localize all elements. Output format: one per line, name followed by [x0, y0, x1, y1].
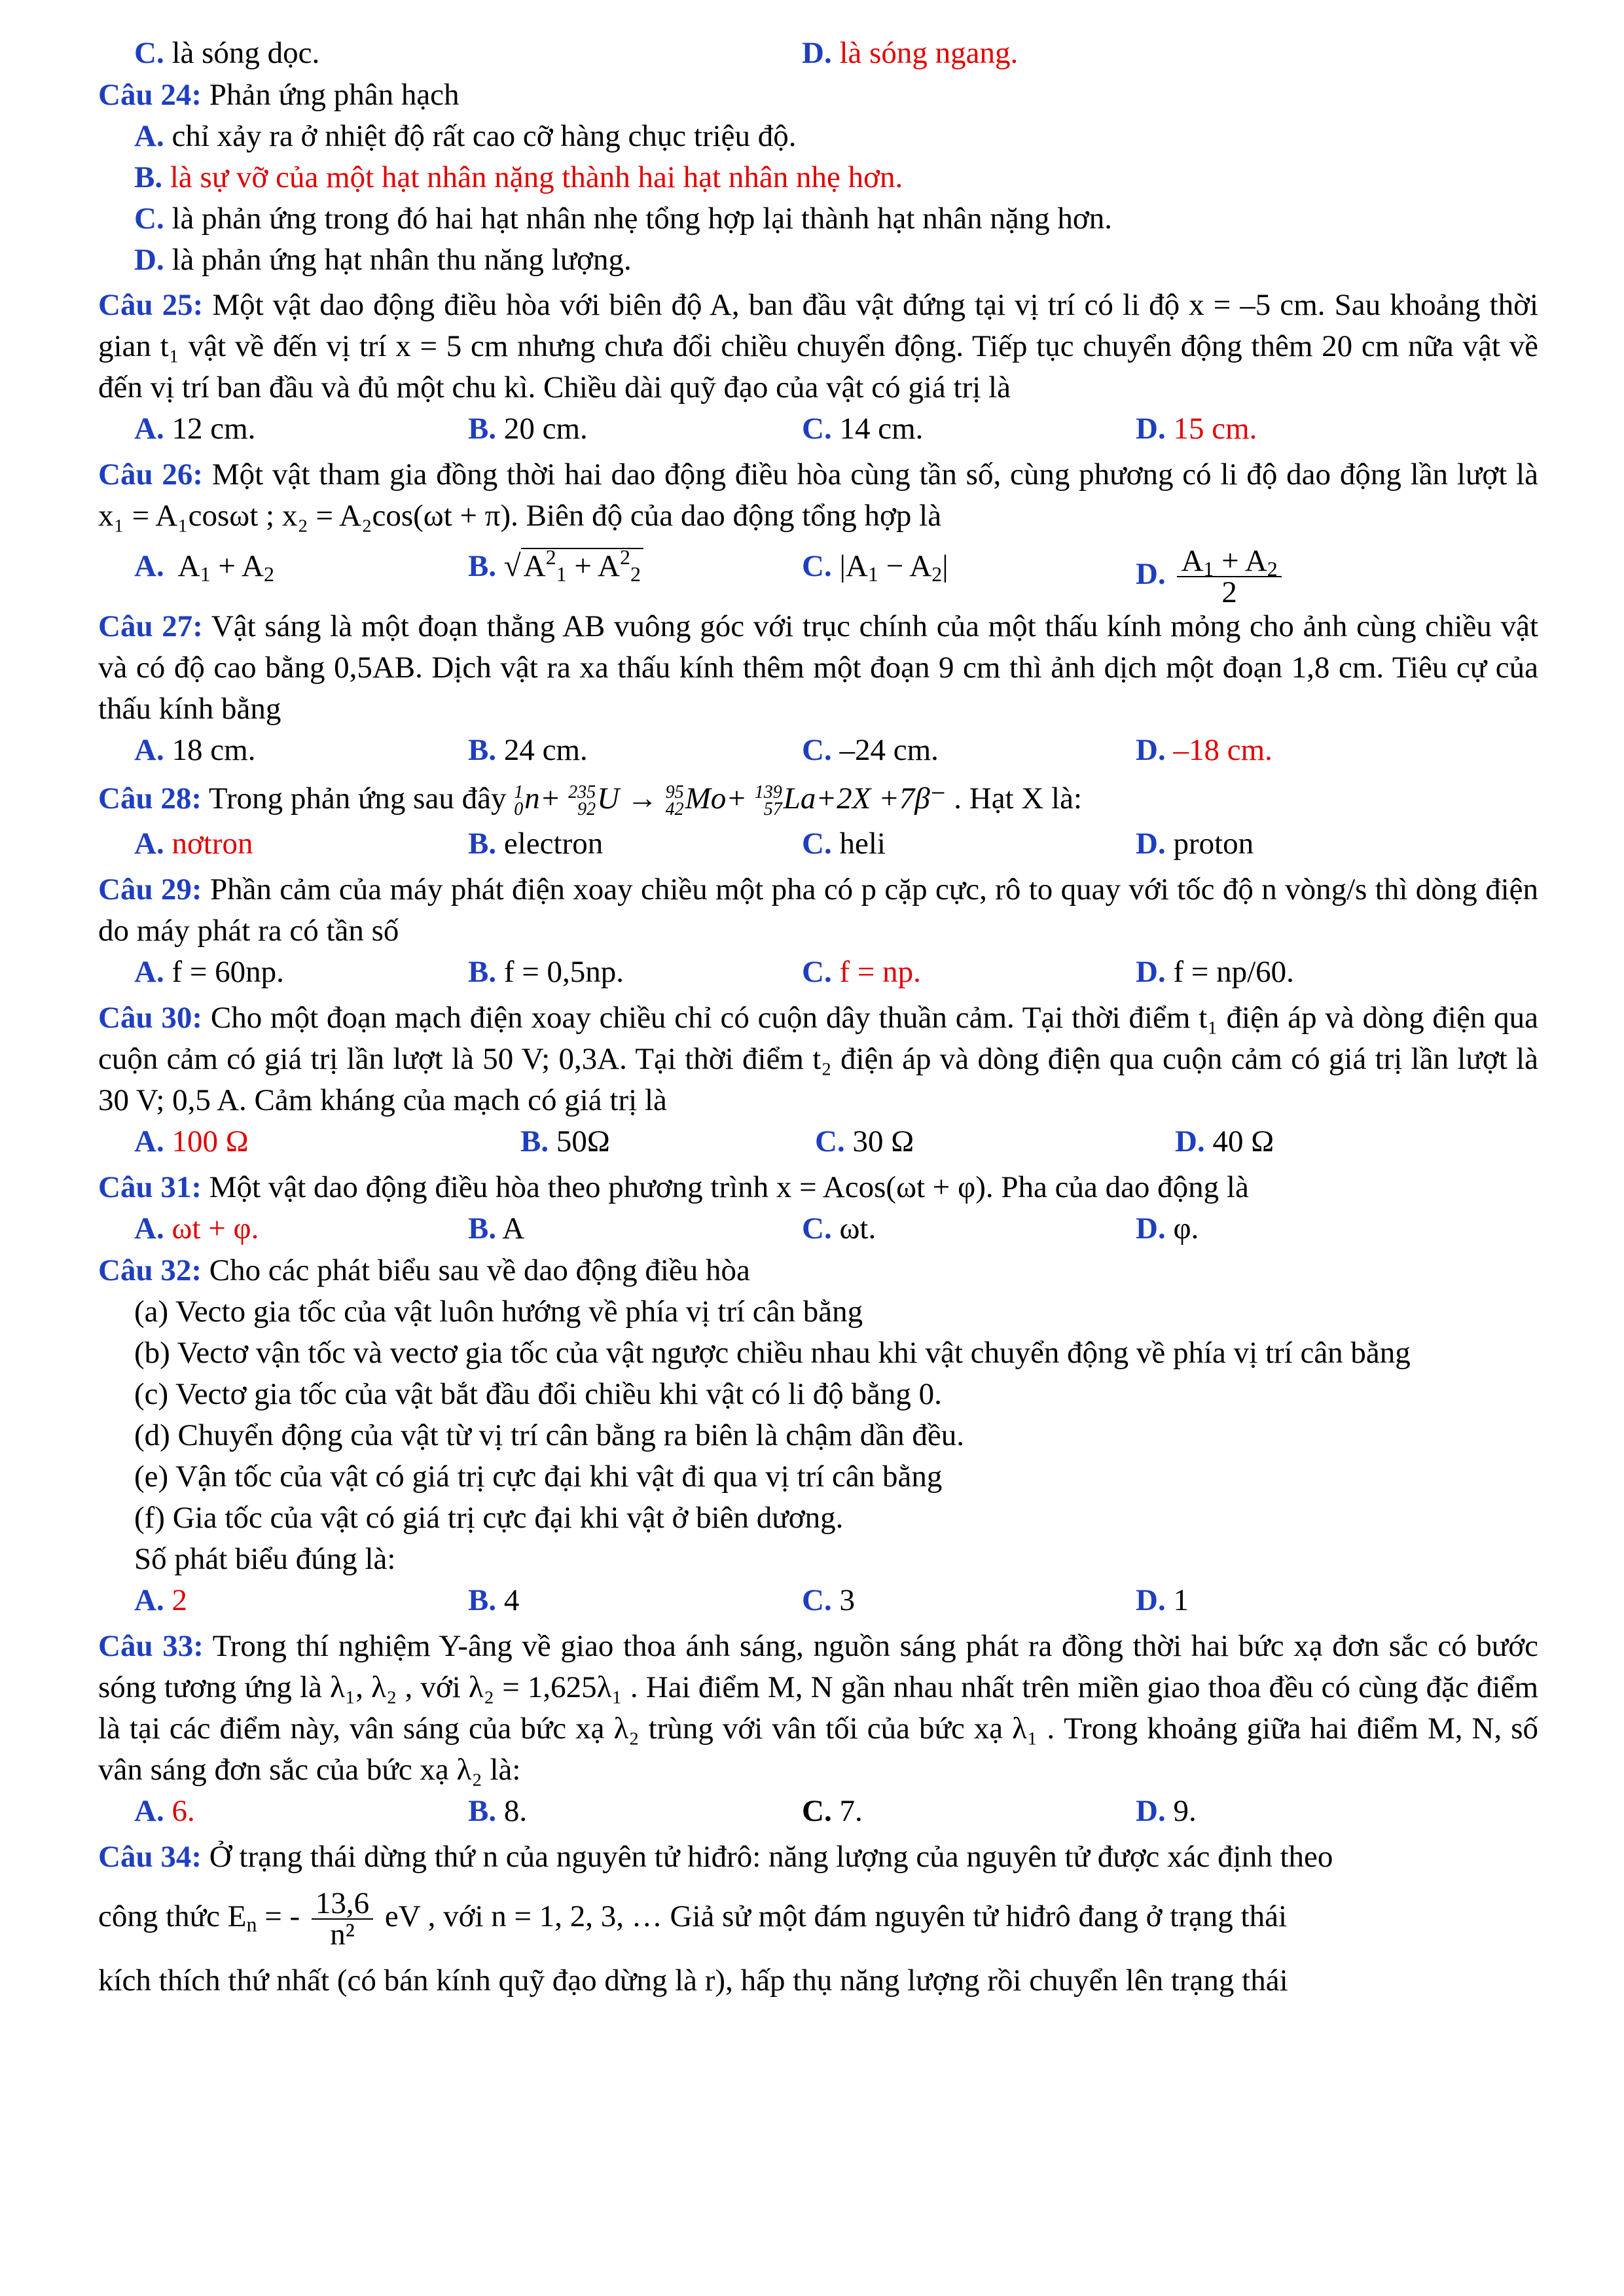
q23-option-d[interactable]: D. là sóng ngang.: [802, 36, 1019, 70]
energy-fraction: $\frac{13,6}{\text{n²}}$: [312, 1888, 373, 1950]
q33-options: [98, 1791, 1538, 1833]
q31-options: [98, 1208, 1538, 1250]
statement-a: (a) Vecto gia tốc của vật luôn hướng về phía vị trí cân bằng: [134, 1295, 863, 1329]
q32-option-c[interactable]: C. 3: [802, 1583, 855, 1617]
q31-option-c[interactable]: C. ωt.: [802, 1211, 876, 1246]
question-33: Câu 33: Trong thí nghiệm Y-âng về giao thoa ánh sáng, nguồn sáng phát ra đồng thời hai bức xạ đơn sắc có bước sóng tương ứng là λ₁, λ₂ , với λ₂ = 1,625λ₁ . Hai điểm M, N gần nhau nhất trên miền giao thoa đều có cùng đặc điểm là tại các điểm này, vân sáng của bức xạ λ₂ trùng với vân tối của bức xạ λ₁ . Trong khoảng giữa hai điểm M, N, số vân sáng đơn sắc của bức xạ λ₂ là:: [98, 1629, 1538, 1787]
q25-option-b[interactable]: B. 20 cm.: [468, 412, 588, 446]
q29-option-b[interactable]: B. f = 0,5np.: [468, 955, 624, 989]
q24-option-c[interactable]: C. là phản ứng trong đó hai hạt nhân nhẹ tổng hợp lại thành hạt nhân nặng hơn.: [134, 202, 1113, 236]
question-28: Câu 28: Trong phản ứng sau đây 1 0 n+ 235 92 U → 95 42 Mo+ 139 57 La+2X +7β⁻ . Hạt X là:: [98, 781, 1083, 820]
statement-c: (c) Vectơ gia tốc của vật bắt đầu đổi chiều khi vật có li độ bằng 0.: [134, 1377, 942, 1411]
q32-options: [98, 1580, 1538, 1622]
statement-b: (b) Vectơ vận tốc và vectơ gia tốc của vật ngược chiều nhau khi vật chuyển động về phía vị trí cân bằng: [134, 1336, 1411, 1370]
q28-option-a[interactable]: A. nơtron: [134, 827, 253, 861]
fraction: $\frac{A_1 + A_2}{2}$: [1177, 546, 1281, 607]
statement-d: (d) Chuyển động của vật từ vị trí cân bằng ra biên là chậm dần đều.: [134, 1418, 964, 1452]
q29-option-c[interactable]: C. f = np.: [802, 955, 921, 989]
q30-option-c[interactable]: C. 30 Ω: [815, 1124, 914, 1158]
q32-option-a[interactable]: A. 2: [134, 1583, 187, 1617]
q25-options: [98, 408, 1538, 450]
q27-option-d[interactable]: D. –18 cm.: [1136, 733, 1272, 767]
q28-option-c[interactable]: C. heli: [802, 827, 886, 861]
question-30: Câu 30: Cho một đoạn mạch điện xoay chiều chỉ có cuộn dây thuần cảm. Tại thời điểm t₁ điện áp và dòng điện qua cuộn cảm có giá trị lần lượt là 50 V; 0,3A. Tại thời điểm t₂ điện áp và dòng điện qua cuộn cảm có giá trị lần lượt là 30 V; 0,5 A. Cảm kháng của mạch có giá trị là: [98, 1001, 1538, 1117]
q29-option-a[interactable]: A. f = 60np.: [134, 955, 284, 989]
reaction-equation: 1 0 n+ 235 92 U → 95 42 Mo+ 139 57 La+2X +7β⁻: [514, 781, 947, 820]
q27-options: [98, 730, 1538, 772]
q33-option-b[interactable]: B. 8.: [468, 1794, 528, 1828]
q31-option-a[interactable]: A. ωt + φ.: [134, 1211, 259, 1246]
question-26: Câu 26: Một vật tham gia đồng thời hai dao động điều hòa cùng tần số, cùng phương có li độ dao động lần lượt là x₁ = A₁cosωt ; x₂ = A₂cos(ωt + π). Biên độ của dao động tổng hợp là: [98, 457, 1539, 533]
q27-option-a[interactable]: A. 18 cm.: [134, 733, 256, 767]
sqrt-icon: √: [503, 549, 521, 583]
question-25: Câu 25: Một vật dao động điều hòa với biên độ A, ban đầu vật đứng tại vị trí có li độ x = –5 cm. Sau khoảng thời gian t₁ vật về đến vị trí x = 5 cm nhưng chưa đổi chiều chuyển động. Tiếp tục chuyển động thêm 20 cm nữa vật về đến vị trí ban đầu và đủ một chu kì. Chiều dài quỹ đạo của vật có giá trị là: [98, 288, 1539, 404]
question-31: Câu 31: Một vật dao động điều hòa theo phương trình x = Acos(ωt + φ). Pha của dao động là: [98, 1170, 1249, 1204]
question-24: Câu 24: Phản ứng phân hạch A. chỉ xảy ra ở nhiệt độ rất cao cỡ hàng chục triệu độ. B. là sự vỡ của một hạt nhân nặng thành hai hạt nhân nhẹ hơn. C. là phản ứng trong đó hai hạt nhân nhẹ tổng hợp lại thành hạt nhân nặng hơn. D. là phản ứng hạt nhân thu năng lượng.: [98, 75, 1538, 281]
q32-prompt: Số phát biểu đúng là:: [134, 1542, 396, 1576]
q25-option-c[interactable]: C. 14 cm.: [802, 412, 924, 446]
q28-options: [98, 823, 1538, 865]
q26-option-a[interactable]: A. $A_1 + A_2$: [134, 549, 274, 586]
question-29: Câu 29: Phần cảm của máy phát điện xoay chiều một pha có p cặp cực, rô to quay với tốc độ n vòng/s thì dòng điện do máy phát ra có tần số: [98, 872, 1539, 948]
q29-options: [98, 952, 1538, 994]
q32-option-d[interactable]: D. 1: [1136, 1583, 1189, 1617]
q26-option-d[interactable]: D. $\frac{A_1 + A_2}{2}$: [1136, 546, 1286, 607]
q32-option-b[interactable]: B. 4: [468, 1583, 520, 1617]
q33-option-c[interactable]: C. 7.: [802, 1794, 863, 1828]
statement-f: (f) Gia tốc của vật có giá trị cực đại khi vật ở biên dương.: [134, 1501, 844, 1535]
question-27: Câu 27: Vật sáng là một đoạn thẳng AB vuông góc với trục chính của một thấu kính mỏng cho ảnh cùng chiều vật và có độ cao bằng 0,5AB. Dịch vật ra xa thấu kính thêm một đoạn 9 cm thì ảnh dịch một đoạn 1,8 cm. Tiêu cự của thấu kính bằng: [98, 609, 1539, 726]
q33-option-d[interactable]: D. 9.: [1136, 1794, 1197, 1828]
q26-option-b[interactable]: B. $√A^2_1 + A^2_2$: [468, 546, 643, 587]
question-32: Câu 32: Cho các phát biểu sau về dao động điều hòa (a) Vecto gia tốc của vật luôn hướng về phía vị trí cân bằng (b) Vectơ vận tốc và vectơ gia tốc của vật ngược chiều nhau khi vật chuyển động về phía vị trí cân bằng (c) Vectơ gia tốc của vật bắt đầu đổi chiều khi vật có li độ bằng 0. (d) Chuyển động của vật từ vị trí cân bằng ra biên là chậm dần đều. (e) Vận tốc của vật có giá trị cực đại khi vật đi qua vị trí cân bằng (f) Gia tốc của vật có giá trị cực đại khi vật ở biên dương. Số phát biểu đúng là:: [98, 1250, 1538, 1580]
q26-option-c[interactable]: C. $|A_1 - A_2|$: [802, 549, 948, 586]
q24-option-a[interactable]: A. chỉ xảy ra ở nhiệt độ rất cao cỡ hàng chục triệu độ.: [134, 119, 797, 153]
q30-options: [98, 1121, 1538, 1163]
q24-option-d[interactable]: D. là phản ứng hạt nhân thu năng lượng.: [134, 243, 632, 277]
q24-option-b[interactable]: B. là sự vỡ của một hạt nhân nặng thành hai hạt nhân nhẹ hơn.: [134, 160, 903, 194]
statement-e: (e) Vận tốc của vật có giá trị cực đại khi vật đi qua vị trí cân bằng: [134, 1460, 943, 1494]
q23-options: [98, 33, 1538, 75]
q31-option-d[interactable]: D. φ.: [1136, 1211, 1199, 1246]
question-34: Câu 34: Ở trạng thái dừng thứ n của nguyên tử hiđrô: năng lượng của nguyên tử được xác định theo công thức $E_n$ = - $\frac{13,6}{\text{n²}}$ eV , với n = 1, 2, 3, … Giả sử một đám nguyên tử hiđrô đang ở trạng thái kích thích thứ nhất (có bán kính quỹ đạo dừng là r), hấp thụ năng lượng rồi chuyển lên trạng thái: [98, 1840, 1333, 1998]
q31-option-b[interactable]: B. A: [468, 1211, 525, 1246]
exam-page: [98, 33, 1538, 2001]
q28-option-b[interactable]: B. electron: [468, 827, 604, 861]
q30-option-d[interactable]: D. 40 Ω: [1175, 1124, 1274, 1158]
q30-option-a[interactable]: A. 100 Ω: [134, 1124, 249, 1158]
q30-option-b[interactable]: B. 50Ω: [520, 1124, 610, 1158]
q23-option-c[interactable]: C. là sóng dọc.: [134, 36, 320, 70]
q25-option-a[interactable]: A. 12 cm.: [134, 412, 256, 446]
q29-option-d[interactable]: D. f = np/60.: [1136, 955, 1294, 989]
q33-option-a[interactable]: A. 6.: [134, 1794, 195, 1828]
q28-option-d[interactable]: D. proton: [1136, 827, 1254, 861]
q27-option-b[interactable]: B. 24 cm.: [468, 733, 588, 767]
q26-options: [98, 537, 1538, 609]
q27-option-c[interactable]: C. –24 cm.: [802, 733, 939, 767]
q25-option-d[interactable]: D. 15 cm.: [1136, 412, 1257, 446]
